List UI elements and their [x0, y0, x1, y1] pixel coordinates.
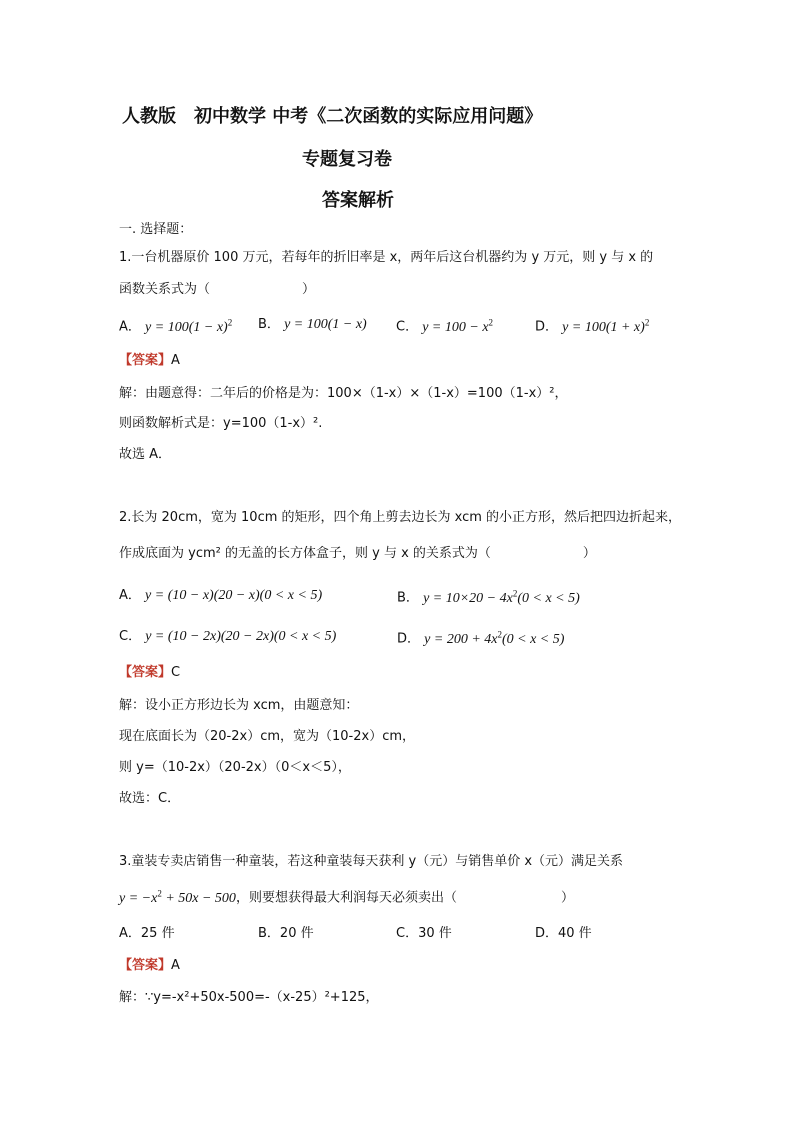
q1-option-b	[258, 317, 367, 334]
answer-tag: 【答案】	[119, 958, 172, 973]
option-label: B．	[258, 317, 280, 332]
option-label: B．	[397, 590, 419, 606]
q2-solution-line1: 解：设小正方形边长为 xcm，由题意知：	[119, 698, 359, 713]
option-label: C．	[396, 319, 419, 335]
q1-option-a-formula: $y = 100(1 - x)^2$	[145, 317, 233, 335]
q1-option-c	[396, 317, 493, 336]
answer-heading: 答案解析	[322, 190, 394, 211]
section-label: 一. 选择题：	[119, 222, 193, 237]
q1-option-d	[535, 317, 649, 336]
q3-stem-close: ）	[560, 890, 574, 906]
q1-option-b-formula: y = 100(1 − x)	[284, 317, 367, 332]
q1-option-a	[119, 317, 232, 336]
q1-stem-line1: 1.一台机器原价 100 万元，若每年的折旧率是 x，两年后这台机器约为 y 万元，则 y 与 x 的	[119, 250, 654, 265]
answer-value: C	[171, 665, 181, 680]
q2-option-d	[397, 629, 564, 648]
page-subtitle: 专题复习卷	[302, 149, 392, 170]
q2-stem-text: 作成底面为 ycm² 的无盖的长方体盒子，则 y 与 x 的关系式为（	[119, 546, 491, 561]
q3-option-b: B．20 件	[258, 926, 314, 941]
q1-solution-line3: 故选 A．	[119, 447, 172, 462]
q2-option-a-formula: y = (10 − x)(20 − x)(0 < x < 5)	[145, 588, 323, 603]
q2-solution-line4: 故选：C．	[119, 791, 181, 806]
option-label: D．	[535, 319, 559, 335]
q3-stem-line1: 3.童装专卖店销售一种童装，若这种童装每天获利 y（元）与销售单价 x（元）满足关系	[119, 854, 624, 869]
q2-answer	[119, 665, 180, 681]
q2-stem-line1: 2.长为 20cm，宽为 10cm 的矩形，四个角上剪去边长为 xcm 的小正方形，然后把四边折起来，	[119, 510, 682, 525]
q3-option-d: D．40 件	[535, 926, 592, 941]
q3-formula: $y = -x^2 + 50x - 500$	[119, 888, 236, 906]
option-label: D．	[397, 631, 421, 647]
q2-stem-line2	[119, 546, 596, 562]
answer-value: A	[171, 958, 180, 973]
q2-option-c	[119, 629, 336, 646]
q2-option-c-formula: y = (10 − 2x)(20 − 2x)(0 < x < 5)	[145, 629, 337, 644]
q3-option-c: C．30 件	[396, 926, 452, 941]
q2-option-a	[119, 588, 322, 605]
page-title: 人教版 初中数学 中考《二次函数的实际应用问题》	[122, 106, 543, 127]
q3-stem-text: ，则要想获得最大利润每天必须卖出（	[235, 890, 457, 906]
q1-solution-line1: 解：由题意得：二年后的价格是为：100×（1-x）×（1-x）=100（1-x）²，	[119, 386, 568, 401]
q1-answer	[119, 353, 180, 369]
q1-solution-line2: 则函数解析式是：y=100（1-x）².	[119, 416, 323, 431]
q1-stem-close: ）	[302, 282, 316, 297]
answer-tag: 【答案】	[119, 665, 172, 680]
option-label: A．	[119, 588, 141, 603]
q3-answer	[119, 958, 180, 974]
answer-tag: 【答案】	[119, 353, 172, 368]
q3-stem-line2	[119, 888, 574, 907]
q1-option-d-formula: $y = 100(1 + x)^2$	[562, 317, 650, 335]
q2-option-b	[397, 588, 580, 607]
q3-solution-line1: 解：∵y=-x²+50x-500=-（x-25）²+125，	[119, 990, 379, 1005]
q2-solution-line3: 则 y=（10-2x）（20-2x）（0＜x＜5），	[119, 760, 351, 775]
option-label: C．	[119, 629, 142, 644]
q3-option-a: A．25 件	[119, 926, 175, 941]
answer-value: A	[171, 353, 180, 368]
q1-option-c-formula: $y = 100 - x^2$	[422, 317, 494, 335]
option-label: A．	[119, 319, 141, 335]
q2-option-d-formula: $y = 200 + 4x^2(0 < x < 5)$	[424, 629, 565, 647]
q2-solution-line2: 现在底面长为（20-2x）cm，宽为（10-2x）cm，	[119, 729, 416, 744]
q1-stem-text: 函数关系式为（	[119, 282, 211, 297]
q2-stem-close: ）	[582, 546, 596, 561]
q2-option-b-formula: $y = 10\times 20 - 4x^2(0 < x < 5)$	[423, 588, 580, 606]
q1-stem-line2	[119, 282, 315, 298]
